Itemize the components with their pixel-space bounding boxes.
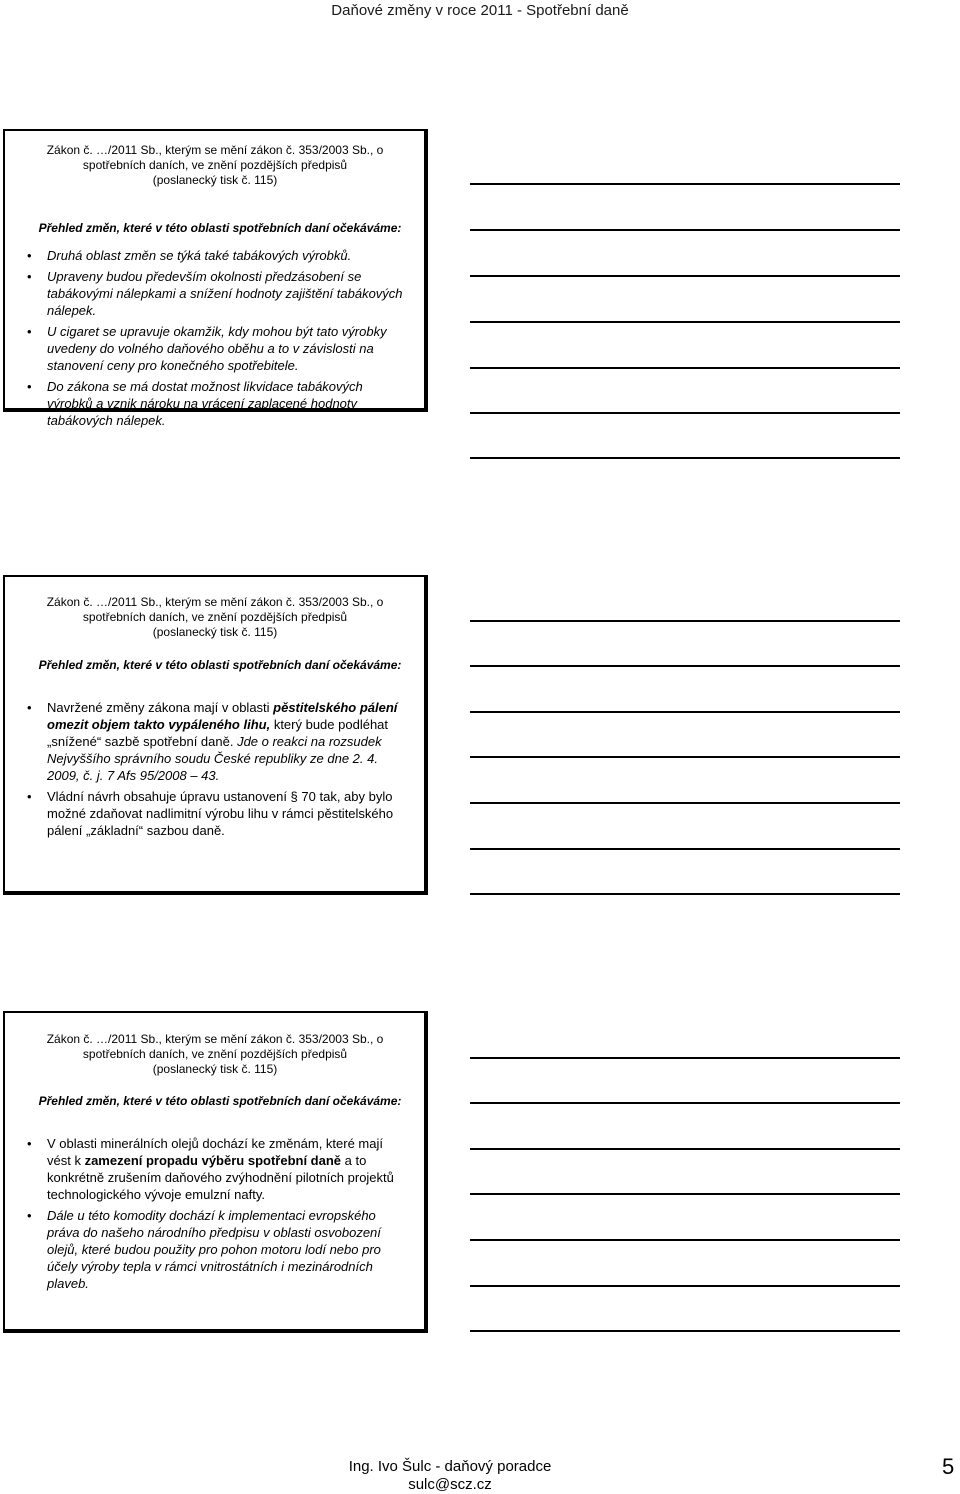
note-line (470, 1102, 900, 1104)
bullet-item: • Dále u této komodity dochází k implementaci evropského práva do našeho národního předpisu v oblasti osvobození olejů, které budou použity pro pohon motoru lodí nebo pro účely výroby tepla v rámci vnitrostátních i mezinárodních plaveb. (25, 1207, 405, 1292)
bullet-emphasis: zamezení propadu výběru spotřební daně (84, 1153, 342, 1168)
bullet-text: a to konkrétně zrušením daňového zvýhodnění pilotních projektů technologického vývoje emulzní nafty. (47, 1153, 394, 1202)
footer-author: Ing. Ivo Šulc - daňový poradce (348, 1458, 552, 1475)
note-line (470, 848, 900, 850)
page-number: 5 (942, 1454, 955, 1479)
note-line (470, 1148, 900, 1150)
note-line (470, 1285, 900, 1287)
bullet-item: • Upraveny budou především okolnosti předzásobení se tabákovými nálepkami a snížení hodnoty zajištění tabákových nálepek. (25, 268, 405, 319)
note-line (470, 893, 900, 895)
slide-title (5, 1032, 425, 1077)
bullet-item (25, 1135, 405, 1203)
note-line (470, 1239, 900, 1241)
note-line (470, 1330, 900, 1332)
slide-title-line: spotřebních daních, ve znění pozdějších předpisů (82, 610, 348, 624)
page-footer (0, 1458, 900, 1494)
bullet-list (25, 699, 405, 843)
slide-title-line: (poslanecký tisk č. 115) (152, 625, 278, 639)
note-line (470, 1057, 900, 1059)
bullet-emphasis: pěstitelského pálení omezit objem takto vypáleného lihu, (47, 700, 398, 732)
slide-subtitle: Přehled změn, které v této oblasti spotřebních daní očekáváme: (38, 1094, 402, 1108)
note-line (470, 183, 900, 185)
bullet-item: • Druhá oblast změn se týká také tabákových výrobků. (25, 247, 405, 264)
slide-subtitle: Přehled změn, které v této oblasti spotřebních daní očekáváme: (38, 658, 402, 672)
slide-title-line: (poslanecký tisk č. 115) (152, 173, 278, 187)
slide-title (5, 143, 425, 188)
slide-2 (3, 575, 428, 895)
note-line (470, 756, 900, 758)
slide-title (5, 595, 425, 640)
slide-title-line: Zákon č. …/2011 Sb., kterým se mění zákon č. 353/2003 Sb., o (46, 595, 384, 609)
slide-title-line: spotřebních daních, ve znění pozdějších předpisů (82, 158, 348, 172)
note-line (470, 367, 900, 369)
note-line (470, 229, 900, 231)
note-line (470, 665, 900, 667)
slide-1 (3, 129, 428, 428)
note-line (470, 275, 900, 277)
bullet-text: V oblasti minerálních olejů dochází ke změnám, které mají vést k (47, 1136, 383, 1168)
bullet-text: který bude podléhat „snížené“ sazbě spotřební daně. (47, 717, 389, 749)
slide-title-line: spotřebních daních, ve znění pozdějších předpisů (82, 1047, 348, 1061)
note-line (470, 802, 900, 804)
bullet-item: • Do zákona se má dostat možnost likvidace tabákových výrobků a vznik nároku na vrácení zaplacené hodnoty tabákových nálepek. (25, 378, 405, 429)
bullet-list (25, 1135, 405, 1296)
note-line (470, 412, 900, 414)
note-line (470, 1193, 900, 1195)
bullet-list (25, 247, 405, 433)
slide-subtitle: Přehled změn, které v této oblasti spotřebních daní očekáváme: (38, 221, 402, 235)
bullet-text: Jde o reakci na rozsudek Nejvyššího správního soudu České republiky ze dne 2. 4. 2009, č. j. 7 Afs 95/2008 – 43. (47, 734, 382, 783)
slide-title-line: (poslanecký tisk č. 115) (152, 1062, 278, 1076)
slide-title-line: Zákon č. …/2011 Sb., kterým se mění zákon č. 353/2003 Sb., o (46, 143, 384, 157)
slide-3 (3, 1011, 428, 1333)
note-line (470, 457, 900, 459)
bullet-text: Navržené změny zákona mají v oblasti (47, 700, 274, 715)
bullet-item (25, 699, 405, 784)
bullet-item: • Vládní návrh obsahuje úpravu ustanovení § 70 tak, aby bylo možné zdaňovat nadlimitní výrobu lihu v rámci pěstitelského pálení „základní“ sazbou daně. (25, 788, 405, 839)
note-line (470, 321, 900, 323)
page-header: Daňové změny v roce 2011 - Spotřební daně (331, 2, 629, 19)
note-line (470, 620, 900, 622)
footer-email: sulc@scz.cz (408, 1476, 492, 1493)
bullet-item: • U cigaret se upravuje okamžik, kdy mohou být tato výrobky uvedeny do volného daňového oběhu a to v závislosti na stanovení ceny pro konečného spotřebitele. (25, 323, 405, 374)
slide-title-line: Zákon č. …/2011 Sb., kterým se mění zákon č. 353/2003 Sb., o (46, 1032, 384, 1046)
note-line (470, 711, 900, 713)
